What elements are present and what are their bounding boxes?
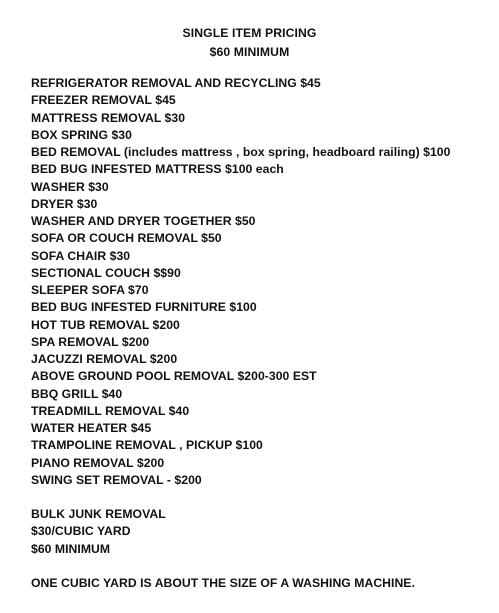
item-note: (includes mattress , box spring, headboard railing) [123,145,420,159]
price-list-item: REFRIGERATOR REMOVAL AND RECYCLING $45 [31,76,321,90]
price-list-item: SPA REMOVAL $200 [31,334,150,349]
price-list-item: HOT TUB REMOVAL $200 [31,317,180,332]
bulk-minimum: $60 MINIMUM [31,541,111,556]
price-list-item: PIANO REMOVAL $200 [31,455,165,470]
price-list-item: WASHER AND DRYER TOGETHER $50 [31,214,256,228]
price-list-item: BOX SPRING $30 [31,127,132,142]
minimum-charge: $60 MINIMUM [209,45,290,59]
price-list-item [31,144,491,161]
item-label: BED REMOVAL [31,145,124,159]
price-list-item: ABOVE GROUND POOL REMOVAL $200-300 EST [31,369,317,384]
price-list-item: WATER HEATER $45 [31,421,152,435]
price-list-item: SECTIONAL COUCH $$90 [31,265,181,280]
bulk-rate: $30/CUBIC YARD [31,524,131,539]
price-list-item: SWING SET REMOVAL - $200 [31,472,202,487]
price-list-item: BED BUG INFESTED FURNITURE $100 [31,300,257,315]
bulk-title: BULK JUNK REMOVAL [31,507,166,521]
item-price: $100 [419,145,451,159]
price-list-item: SLEEPER SOFA $70 [31,283,149,297]
price-list-item: JACUZZI REMOVAL $200 [31,352,178,366]
bulk-junk-section [31,506,491,558]
price-list [31,75,491,489]
price-list-item: WASHER $30 [31,179,109,194]
price-list-item: TRAMPOLINE REMOVAL , PICKUP $100 [31,438,263,453]
page-title: SINGLE ITEM PRICING [182,26,317,40]
footer-note-section [31,575,491,592]
pricing-header [0,24,499,62]
price-list-item: SOFA CHAIR $30 [31,248,131,263]
price-list-item: SOFA OR COUCH REMOVAL $50 [31,231,222,246]
footer-note: ONE CUBIC YARD IS ABOUT THE SIZE OF A WASHING MACHINE. [31,576,415,590]
price-list-item: TREADMILL REMOVAL $40 [31,403,190,418]
price-list-item: BED BUG INFESTED MATTRESS $100 each [31,162,284,177]
price-list-item: DRYER $30 [31,196,98,211]
price-list-item: MATTRESS REMOVAL $30 [31,110,186,125]
price-list-item: FREEZER REMOVAL $45 [31,93,176,108]
price-list-item: BBQ GRILL $40 [31,386,123,401]
